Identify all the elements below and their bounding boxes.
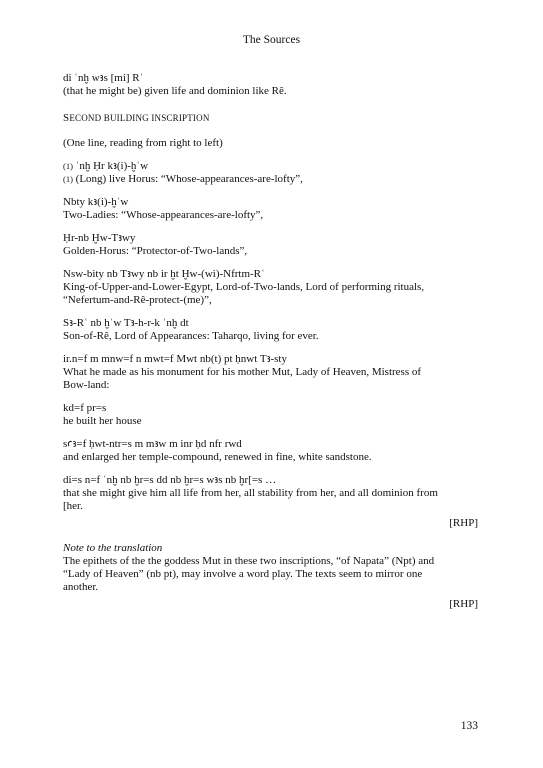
inscription-block — [63, 268, 478, 307]
transliteration-line: sꜥꜣ=f ḥwt-ntr=s m mꜣw m inr ḥd nfr rwd — [63, 438, 242, 450]
inscription-block — [63, 353, 478, 392]
page-body — [63, 72, 478, 621]
translation-line: King-of-Upper-and-Lower-Egypt, Lord-of-Two-lands, Lord of performing rituals, — [63, 281, 425, 293]
note-line: another. — [63, 581, 99, 593]
author-initials: [RHP] — [449, 598, 478, 610]
running-header: The Sources — [242, 34, 301, 46]
section-heading — [63, 112, 478, 125]
transliteration-line: Sꜣ-Rʿ nb ḫʿw Tꜣ-h-r-k ʿnḫ dt — [63, 317, 189, 329]
line-number: (1) — [63, 174, 73, 184]
transliteration-line: kd=f pr=s — [63, 402, 107, 414]
intro-block — [63, 72, 478, 98]
inscription-block — [63, 232, 478, 258]
inscription-block — [63, 317, 478, 343]
inscription-block — [63, 196, 478, 222]
author-initials: [RHP] — [449, 517, 478, 529]
note-line: “Lady of Heaven” (nb pt), may involve a word play. The texts seem to mirror one — [63, 568, 423, 580]
translation-line: he built her house — [63, 415, 142, 427]
inscription-block — [63, 160, 478, 186]
translation-line: that she might give him all life from her, all stability from her, and all dominion from — [63, 487, 438, 499]
transliteration-line: di=s n=f ʿnḫ nb ḫr=s dd nb ḫr=s wꜣs nb ḫr[=s … — [63, 474, 277, 486]
section-heading-initial: S — [63, 112, 70, 124]
transliteration-line: di ʿnḫ wꜣs [mi] Rʿ — [63, 72, 144, 84]
translation-line: Two-Ladies: “Whose-appearances-are-lofty”, — [63, 209, 264, 221]
translation-line: Son-of-Rê, Lord of Appearances: Taharqo, living for ever. — [63, 330, 319, 342]
translation-line: Golden-Horus: “Protector-of-Two-lands”, — [63, 245, 248, 257]
inscription-block — [63, 438, 478, 464]
translation-line: Bow-land: — [63, 379, 110, 391]
transliteration-line — [63, 160, 478, 173]
transliteration-line: Nsw-bity nb Tꜣwy nb ir ḫt Ḫw-(wi)-Nfrtm-Rʿ — [63, 268, 265, 280]
translation-line: (that he might be) given life and dominion like Rê. — [63, 85, 287, 97]
translation-line: What he made as his monument for his mother Mut, Lady of Heaven, Mistress of — [63, 366, 422, 378]
line-number: (1) — [63, 161, 73, 171]
transliteration-line: Ḥr-nb Ḫw-Tꜣwy — [63, 232, 136, 244]
translation-line: “Nefertum-and-Rê-protect-(me)”, — [63, 294, 212, 306]
inscription-block — [63, 474, 478, 530]
transliteration-line: ir.n=f m mnw=f n mwt=f Mwt nb(t) pt ḥnwt Tꜣ-sty — [63, 353, 287, 365]
note-title: Note to the translation — [63, 542, 163, 554]
section-heading-rest: ECOND BUILDING INSCRIPTION — [69, 113, 210, 123]
page-number: 133 — [460, 720, 478, 732]
translation-line: [her. — [63, 500, 83, 512]
transliteration-text: ʿnḫ Ḥr kꜣ(i)-ḫʿw — [75, 160, 149, 172]
inscription-block — [63, 402, 478, 428]
translation-line — [63, 173, 478, 186]
translation-note — [63, 542, 478, 611]
reading-note: (One line, reading from right to left) — [63, 137, 223, 149]
note-line: The epithets of the the goddess Mut in these two inscriptions, “of Napata” (Npt) and — [63, 555, 435, 567]
transliteration-line: Nbty kꜣ(i)-ḫʿw — [63, 196, 129, 208]
translation-text: (Long) live Horus: “Whose-appearances-are-lofty”, — [75, 173, 303, 185]
translation-line: and enlarged her temple-compound, renewed in fine, white sandstone. — [63, 451, 372, 463]
